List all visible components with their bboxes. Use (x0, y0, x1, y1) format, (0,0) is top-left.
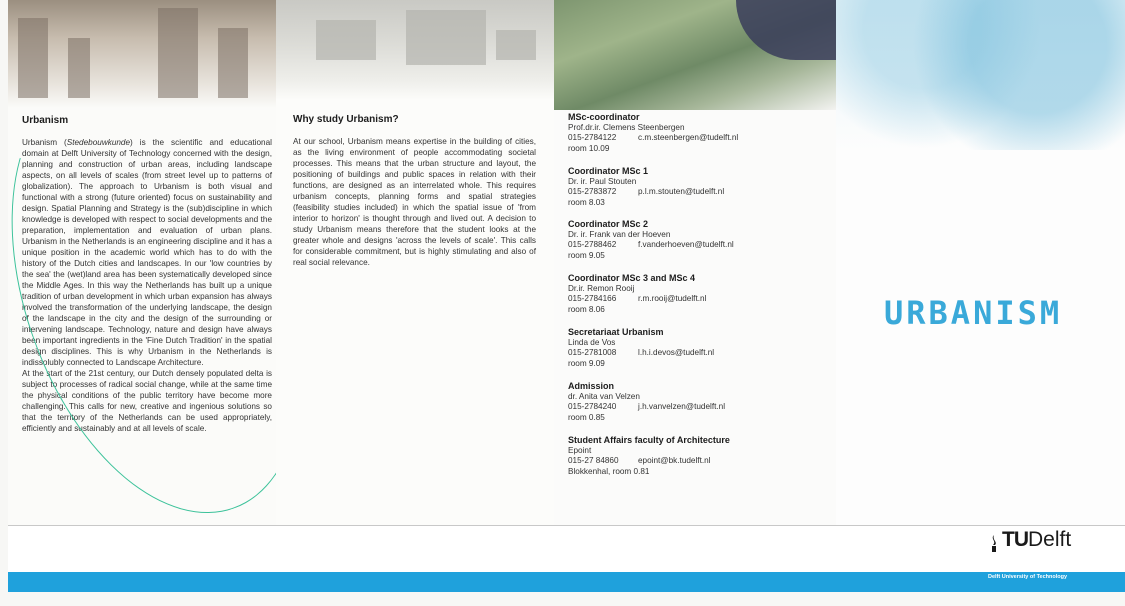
contact-phone: 015-2784166 (568, 294, 617, 303)
contact-name: dr. Anita van Velzen (568, 391, 640, 401)
why-study-heading: Why study Urbanism? (293, 114, 399, 125)
why-study-paragraph: At our school, Urbanism means expertise in the building of cities, as the living environment of people accommodating societal processes. This means that the urban structure and layout, the positioning of buildings and public spaces in relation with their functions, are designed as an interrelated whole. This requires urbanism concepts, planning forms and spatial strategies (feasibility studies included) in which the spatial issue of 'from interior to horizon' is thought through and lived out. A decision to study Urbanism means therefore that the student looks at the greater whole and designs 'across the levels of scale'. This calls for considerable commitment, but is highly stimulating and also of real social relevance. (293, 137, 536, 267)
contact-email[interactable]: p.l.m.stouten@tudelft.nl (638, 187, 725, 196)
contact-role: Admission (568, 381, 615, 391)
contact-phone: 015-2781008 (568, 348, 617, 357)
contact-row (568, 456, 828, 467)
panel-urbanism-intro (8, 0, 276, 525)
aerial-model-photo (276, 0, 554, 100)
contact-role: MSc-coordinator (568, 112, 640, 122)
logo-tu: TU (1002, 528, 1028, 551)
contact-row (568, 294, 828, 305)
contact-block (568, 166, 828, 208)
contact-block (568, 112, 828, 154)
contact-room: Blokkenhal, room 0.81 (568, 466, 650, 476)
urbanism-paragraph-1: Urbanism (Stedebouwkunde) is the scientific and educational domain at Delft University of Technology concerned with the design, planning and construction of urban areas, including landscape aspects, on all levels of scales (from street level up to patterns of globalization). The approach to Urbanism is both visual and functional with a strong (future oriented) focus on sustainability and design. Spatial Planning and Strategy is the (sub)discipline in which knowledge is developed with respect to social developments and the preparation, implementation and evaluation of urban plans. Urbanism in the Netherlands is an engineering discipline and it has a unique position in the academic world which has to do with the history of the Dutch cities and landscapes. In our 'low countries by the sea' the (wet)land area has been systematically developed since the Middle Ages. In this way the Netherlands has built up a unique tradition of urban development in which urban expansion has always involved the transformation of the underlying landscape, the design of the landscape in the city and the design of the surrounding or intervening landscape. Technology, nature and design have always been important ingredients in the 'Fine Dutch Tradition' in the spatial design disciplines. This is why Urbanism in the Netherlands is indissolubly connected to Landscape Architecture. (22, 138, 272, 367)
urbanism-heading: Urbanism (22, 115, 69, 126)
contact-name: Prof.dr.ir. Clemens Steenbergen (568, 122, 685, 132)
contact-role: Secretariaat Urbanism (568, 327, 664, 337)
contact-email[interactable]: f.vanderhoeven@tudelft.nl (638, 240, 734, 249)
contact-row (568, 402, 828, 413)
contact-room: room 10.09 (568, 143, 610, 153)
cover-title: URBANISM (884, 294, 1063, 332)
contact-name: Dr. ir. Frank van der Hoeven (568, 229, 671, 239)
contact-row (568, 348, 828, 359)
panel-cover (836, 0, 1125, 525)
contact-name: Dr. ir. Paul Stouten (568, 176, 637, 186)
contact-room: room 9.05 (568, 250, 605, 260)
contact-row (568, 187, 828, 198)
contact-role: Coordinator MSc 3 and MSc 4 (568, 273, 696, 283)
contact-email[interactable]: epoint@bk.tudelft.nl (638, 456, 711, 465)
contact-phone: 015-2784122 (568, 133, 617, 142)
panel-contacts (554, 0, 836, 525)
contact-row (568, 133, 828, 144)
city-map-graphic (836, 0, 1125, 150)
contact-email[interactable]: r.m.rooij@tudelft.nl (638, 294, 707, 303)
contact-email[interactable]: c.m.steenbergen@tudelft.nl (638, 133, 739, 142)
satellite-photo (554, 0, 836, 110)
contact-room: room 9.09 (568, 358, 605, 368)
contact-role: Coordinator MSc 2 (568, 219, 649, 229)
contact-phone: 015-2783872 (568, 187, 617, 196)
contact-role: Student Affairs faculty of Architecture (568, 435, 730, 445)
contact-phone: 015-2784240 (568, 402, 617, 411)
logo-delft: Delft (1028, 528, 1072, 551)
contact-block (568, 219, 828, 261)
urbanism-paragraph-2: At the start of the 21st century, our Dutch densely populated delta is subject to processes of radical social change, while at the same time the physical conditions of the public territory have become more challenging. This calls for new, creative and ingenious solutions so that the territory of the Netherlands can be used appropriately, efficiently and sustainably and at all levels of scale. (22, 369, 272, 433)
contact-name: Linda de Vos (568, 337, 616, 347)
contact-room: room 8.03 (568, 197, 605, 207)
tudelft-logo (988, 528, 1071, 552)
contact-block (568, 327, 828, 369)
contact-role: Coordinator MSc 1 (568, 166, 649, 176)
contact-room: room 8.06 (568, 304, 605, 314)
logo-tagline: Delft University of Technology (988, 574, 1068, 580)
contact-block (568, 273, 828, 315)
contact-name: Epoint (568, 445, 592, 455)
contact-row (568, 240, 828, 251)
contact-phone: 015-27 84860 (568, 456, 619, 465)
contact-email[interactable]: l.h.i.devos@tudelft.nl (638, 348, 715, 357)
contact-email[interactable]: j.h.vanvelzen@tudelft.nl (638, 402, 726, 411)
blue-strip (8, 572, 1125, 592)
contact-block (568, 381, 828, 423)
contact-block (568, 435, 828, 477)
flame-icon (988, 534, 1000, 552)
footer-band (8, 525, 1125, 573)
contact-name: Dr.ir. Remon Rooij (568, 283, 635, 293)
panel-why-study (276, 0, 554, 525)
contact-phone: 015-2788462 (568, 240, 617, 249)
annotation-pen-stroke (8, 39, 276, 525)
contact-room: room 0.85 (568, 412, 605, 422)
